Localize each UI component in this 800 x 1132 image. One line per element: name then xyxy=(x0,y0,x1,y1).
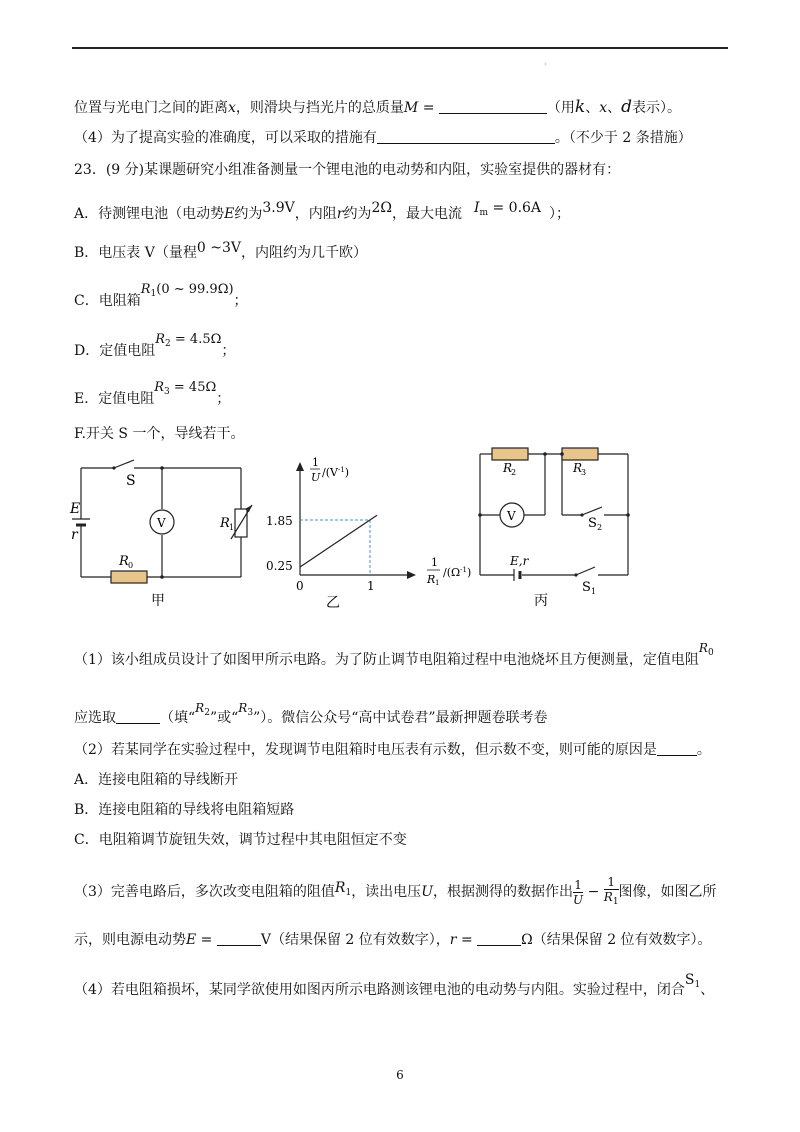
answer-blank[interactable] xyxy=(116,709,160,724)
var-M: M xyxy=(403,100,419,116)
part-2-choice-B: B．连接电阻箱的导线将电阻箱短路 xyxy=(74,802,295,818)
value: = 45Ω xyxy=(169,380,217,395)
text: ，则滑块与挡光片的总质量 xyxy=(235,100,404,116)
r1-sub: 1 xyxy=(229,523,235,532)
option-E xyxy=(74,378,230,409)
ylabel-num: 1 xyxy=(312,456,319,469)
option-C xyxy=(74,280,248,311)
text: 、 xyxy=(607,100,622,116)
text: = xyxy=(418,100,439,116)
caption-bing: 丙 xyxy=(534,593,548,609)
r0-label: R xyxy=(119,554,129,569)
text: C．电阻箱 xyxy=(74,293,141,309)
s2-sub: 2 xyxy=(597,523,603,532)
text: = xyxy=(456,932,478,948)
option-A xyxy=(74,198,570,224)
text: （4）为了提高实验的准确度，可以采取的措施有 xyxy=(74,130,377,146)
tick-y-1.85: 1.85 xyxy=(266,514,293,528)
value: = 4.5Ω xyxy=(170,332,222,347)
text: （1）该小组成员设计了如图甲所示电路。为了防止调节电阻箱过程中电池烧坏且方便测量，定值电阻 xyxy=(74,652,699,668)
xlabel-den: R xyxy=(427,573,436,586)
text: （2）若某同学在实验过程中，发现调节电阻箱时电压表有示数，但示数不变，则可能的原因是 xyxy=(74,742,657,758)
emf-r-label: E,r xyxy=(510,554,529,568)
value: 3.9V xyxy=(262,200,295,216)
caption-jia: 甲 xyxy=(151,593,165,609)
answer-blank[interactable] xyxy=(439,99,547,114)
value: 2Ω xyxy=(371,200,392,216)
fraction-1-over-U xyxy=(573,878,583,907)
text: V（结果保留 2 位有效数字）， xyxy=(260,932,450,948)
var-I: I xyxy=(473,200,480,216)
r0-sub: 0 xyxy=(128,561,134,570)
numerator: 1 xyxy=(604,875,619,890)
text-line-mass xyxy=(74,97,681,118)
text: （填“ xyxy=(160,710,196,726)
var-S: S xyxy=(684,972,695,988)
text: − xyxy=(583,884,604,900)
denominator: U xyxy=(573,892,584,907)
var-x: x xyxy=(228,100,236,116)
var-d: d xyxy=(621,97,632,117)
var-R: R xyxy=(334,880,346,896)
text: ； xyxy=(221,343,236,359)
var-R: R xyxy=(195,701,205,715)
text: ； xyxy=(216,391,231,407)
header-dot: · xyxy=(544,60,547,69)
tick-origin: 0 xyxy=(296,579,304,593)
circuit-diagram-jia xyxy=(66,455,256,610)
graph-yi xyxy=(260,452,485,612)
r2-label: R xyxy=(503,461,513,475)
subscript: 1 xyxy=(150,289,157,299)
var-x: x xyxy=(599,100,608,116)
part-3-line-2 xyxy=(74,930,712,950)
text: ，内阻 xyxy=(294,206,337,222)
s1-sub: 1 xyxy=(591,587,597,596)
question-23-stem: 23．(9 分)某课题研究小组准备测量一个锂电池的电动势和内阻，实验室提供的器材有： xyxy=(74,162,621,178)
text: = xyxy=(196,932,217,948)
var-R: R xyxy=(238,701,248,715)
text: （用 xyxy=(546,100,575,116)
part-1-line-1 xyxy=(74,638,714,670)
subscript: 3 xyxy=(164,387,170,397)
var-R: R xyxy=(154,380,165,395)
text: ”或“ xyxy=(209,710,239,726)
text: ； xyxy=(233,293,248,309)
denominator: R xyxy=(603,890,613,904)
var-r: r xyxy=(336,206,344,222)
text: 图像，如图乙所 xyxy=(618,884,717,900)
var-U: U xyxy=(421,884,433,900)
r3-sub: 3 xyxy=(581,468,587,477)
text: A．待测锂电池（电动势 xyxy=(74,206,225,222)
text: D．定值电阻 xyxy=(74,343,156,359)
subscript: 3 xyxy=(247,708,254,718)
text: ，根据测得的数据作出 xyxy=(433,884,573,900)
text: ，内阻约为几千欧） xyxy=(240,245,367,261)
r2-sub: 2 xyxy=(511,468,517,477)
var-R: R xyxy=(155,332,166,347)
caption-yi: 乙 xyxy=(326,595,340,611)
option-F: F.开关 S 一个，导线若干。 xyxy=(74,426,245,442)
answer-blank[interactable] xyxy=(657,741,697,756)
r1-label: R xyxy=(220,516,230,531)
circuit-diagram-bing xyxy=(470,445,640,610)
text: ，读出电压 xyxy=(351,884,422,900)
xlabel-unit: $/(\Omega^{-1})$ xyxy=(443,566,472,579)
fraction-1-over-R1 xyxy=(604,875,619,909)
text: E．定值电阻 xyxy=(74,391,155,407)
subscript: 1 xyxy=(612,897,619,907)
answer-blank[interactable] xyxy=(377,129,555,144)
answer-blank[interactable] xyxy=(217,931,261,946)
text: Ω（结果保留 2 位有效数字）。 xyxy=(521,932,712,948)
emf-label: E xyxy=(70,501,81,517)
subscript: 0 xyxy=(707,648,714,658)
text: 、 xyxy=(585,100,600,116)
part-2-choice-A: A．连接电阻箱的导线断开 xyxy=(74,772,239,788)
s1-label: S xyxy=(582,580,591,595)
text: （4）若电阻箱损坏，某同学欲使用如图丙所示电路测该锂电池的电动势与内阻。实验过程中，闭合 xyxy=(74,982,685,998)
data-line xyxy=(300,515,377,567)
subscript: 1 xyxy=(694,980,701,990)
subscript: 2 xyxy=(204,708,210,718)
value: 0 ~3V xyxy=(196,240,241,256)
subscript: 1 xyxy=(345,888,352,898)
answer-blank[interactable] xyxy=(477,931,521,946)
text: 。（不少于 2 条措施） xyxy=(554,130,692,146)
tick-y-0.25: 0.25 xyxy=(266,559,293,573)
text: 约为 xyxy=(234,206,263,222)
value: = 0.6A xyxy=(488,200,542,216)
var-r: r xyxy=(449,932,457,948)
var-R: R xyxy=(698,641,708,655)
text: ，最大电流 xyxy=(391,206,462,222)
subscript: m xyxy=(479,208,489,218)
voltmeter-label: V xyxy=(157,516,166,530)
part-2-choice-C: C．电阻箱调节旋钮失效，调节过程中其电阻恒定不变 xyxy=(74,832,407,848)
text: ”）。微信公众号“高中试卷君”最新押题卷联考卷 xyxy=(253,710,548,726)
text-line-measures xyxy=(74,128,692,148)
text: 示，则电源电动势 xyxy=(74,932,186,948)
value: (0 ~ 99.9Ω) xyxy=(156,282,234,297)
var-E: E xyxy=(186,932,197,948)
header-rule xyxy=(72,47,728,49)
text: 。 xyxy=(696,742,711,758)
var-k: k xyxy=(574,97,586,117)
numerator: 1 xyxy=(574,877,582,892)
ylabel-unit: $/(V^{-1})$ xyxy=(322,466,350,479)
part-1-line-2 xyxy=(74,698,548,728)
switch-label: S xyxy=(126,473,136,489)
text: 应选取 xyxy=(74,710,116,726)
text: 约为 xyxy=(343,206,372,222)
text: ）； xyxy=(549,206,571,222)
option-B xyxy=(74,238,367,263)
voltmeter-label: V xyxy=(507,509,516,523)
text: 表示）。 xyxy=(632,100,681,116)
xlabel-num: 1 xyxy=(431,556,438,569)
page-number: 6 xyxy=(396,1068,404,1082)
part-2-stem xyxy=(74,740,711,760)
option-D xyxy=(74,330,235,361)
s2-label: S xyxy=(588,516,597,531)
ylabel-den: U xyxy=(311,471,321,484)
var-R: R xyxy=(140,282,151,297)
text: （3）完善电路后，多次改变电阻箱的阻值 xyxy=(74,884,335,900)
internal-resistance-label: r xyxy=(71,527,78,543)
part-3-line-1 xyxy=(74,870,717,911)
r3-label: R xyxy=(573,461,583,475)
text: 、 xyxy=(700,982,715,998)
subscript: 2 xyxy=(165,339,171,349)
part-4-line-1 xyxy=(74,970,714,1000)
xlabel-den-sub: 1 xyxy=(435,579,440,587)
text: 位置与光电门之间的距离 xyxy=(74,100,228,116)
tick-x-1: 1 xyxy=(367,579,375,593)
var-E: E xyxy=(224,206,235,222)
text: B．电压表 V（量程 xyxy=(74,245,197,261)
